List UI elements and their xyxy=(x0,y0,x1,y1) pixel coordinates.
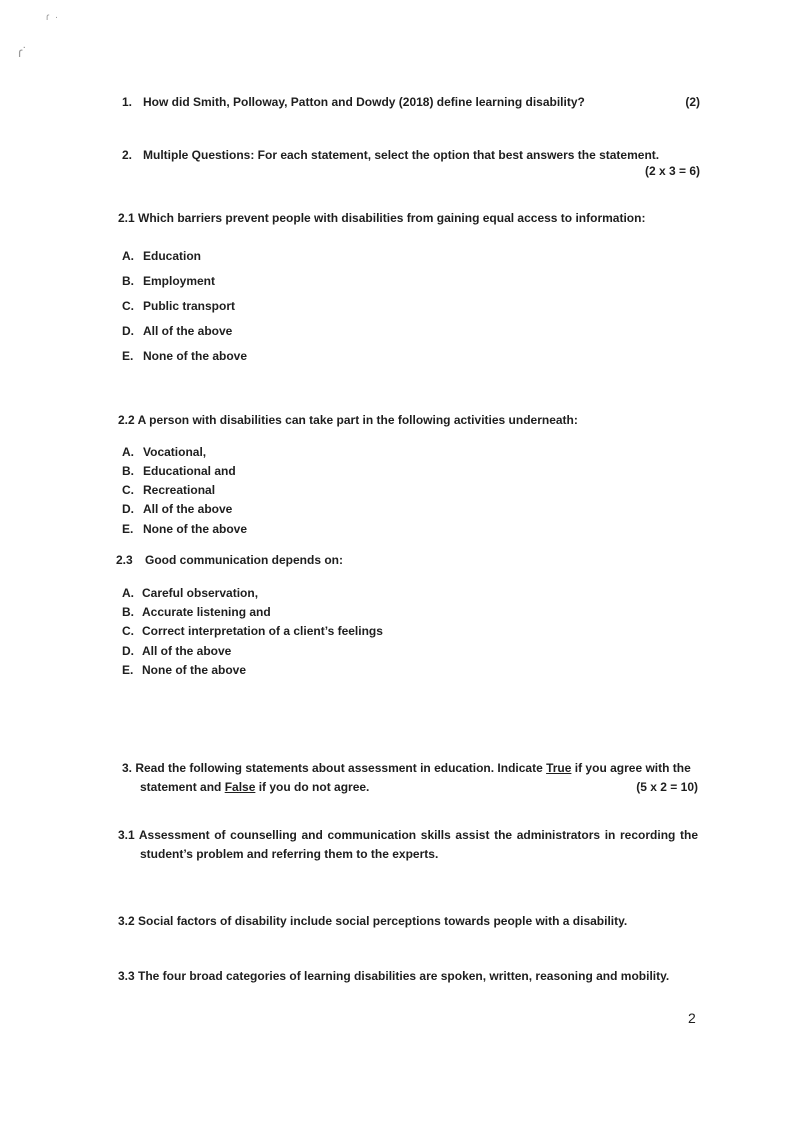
option-letter: D. xyxy=(122,644,134,658)
q3-marks: (5 x 2 = 10) xyxy=(636,780,698,794)
option-letter: B. xyxy=(122,274,134,288)
option-text: None of the above xyxy=(143,522,248,536)
option-letter: E. xyxy=(122,522,134,536)
option-text: All of the above xyxy=(142,644,232,658)
option-text: Education xyxy=(143,249,202,263)
page-number: 2 xyxy=(688,1010,696,1026)
q2-marks: (2 x 3 = 6) xyxy=(644,164,700,178)
q3-intro-line1 xyxy=(122,760,691,776)
option-letter: D. xyxy=(122,502,134,516)
option-letter: B. xyxy=(122,605,134,619)
q2-text: Multiple Questions: For each statement, select the option that best answers the statement. xyxy=(143,148,660,162)
option-text: Employment xyxy=(143,274,216,288)
scan-mark: ɾ˙ xyxy=(18,44,28,60)
option-text: Public transport xyxy=(143,299,236,313)
option-letter: D. xyxy=(122,324,134,338)
q2-3-text: Good communication depends on: xyxy=(145,553,343,567)
q3-1-line1: 3.1 Assessment of counselling and communication skills assist the administrators in recording the xyxy=(118,828,698,842)
option-letter: E. xyxy=(122,349,134,363)
q2-3-number: 2.3 xyxy=(116,553,133,567)
option-letter: E. xyxy=(122,663,134,677)
option-letter: C. xyxy=(122,624,134,638)
option-text: Correct interpretation of a client’s feelings xyxy=(142,624,383,638)
q3-intro-text: if you agree with the xyxy=(571,761,691,775)
option-text: Accurate listening and xyxy=(142,605,271,619)
option-letter: B. xyxy=(122,464,134,478)
option-letter: A. xyxy=(122,586,134,600)
option-text: None of the above xyxy=(142,663,247,677)
option-text: Vocational, xyxy=(143,445,207,459)
q3-2-text: 3.2 Social factors of disability include social perceptions towards people with a disability. xyxy=(118,914,628,928)
q3-intro-text: 3. Read the following statements about assessment in education. Indicate xyxy=(122,761,547,775)
q3-intro-text: if you do not agree. xyxy=(255,780,370,794)
q3-intro-line2 xyxy=(140,779,369,795)
q3-1-line2: student’s problem and referring them to the experts. xyxy=(140,847,439,861)
option-text: All of the above xyxy=(143,324,233,338)
false-word: False xyxy=(224,780,256,794)
option-text: Educational and xyxy=(143,464,236,478)
option-text: All of the above xyxy=(143,502,233,516)
option-letter: A. xyxy=(122,249,134,263)
q1-marks: (2) xyxy=(685,95,700,109)
q1-text: How did Smith, Polloway, Patton and Dowdy (2018) define learning disability? xyxy=(143,95,585,109)
true-word: True xyxy=(546,761,572,775)
option-letter: A. xyxy=(122,445,134,459)
q2-number: 2. xyxy=(122,148,133,162)
q1-number: 1. xyxy=(122,95,133,109)
q2-2-text: 2.2 A person with disabilities can take part in the following activities underneath: xyxy=(118,413,578,427)
q3-3-text: 3.3 The four broad categories of learning disabilities are spoken, written, reasoning and mobility. xyxy=(118,969,670,983)
option-text: None of the above xyxy=(143,349,248,363)
q3-intro-text: statement and xyxy=(140,780,225,794)
option-text: Careful observation, xyxy=(142,586,259,600)
option-letter: C. xyxy=(122,483,134,497)
q2-1-text: 2.1 Which barriers prevent people with disabilities from gaining equal access to information: xyxy=(118,211,646,225)
scan-mark: ɾ · xyxy=(46,12,59,23)
option-letter: C. xyxy=(122,299,134,313)
option-text: Recreational xyxy=(143,483,216,497)
